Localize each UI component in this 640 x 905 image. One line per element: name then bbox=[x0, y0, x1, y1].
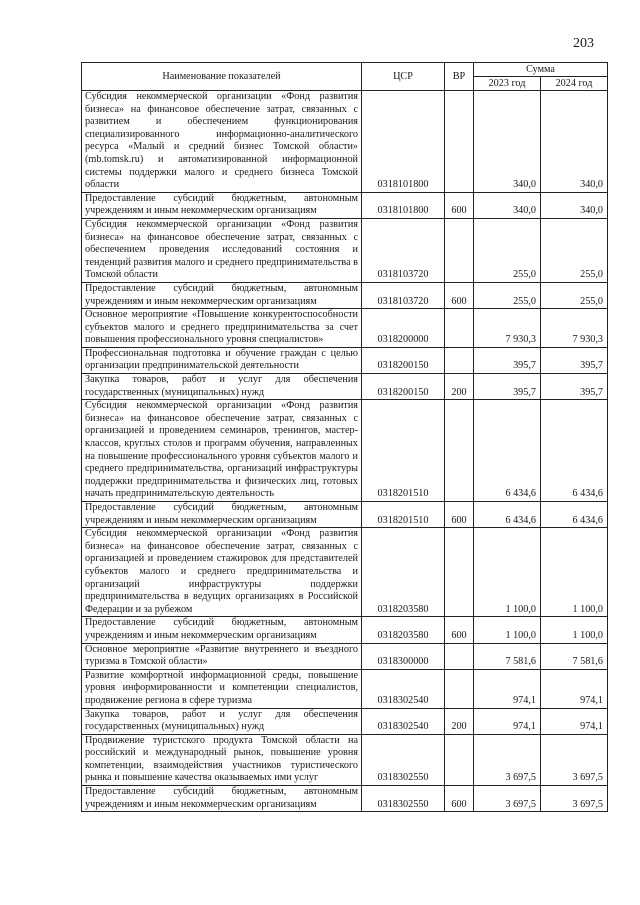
row-vr-cell: 600 bbox=[445, 282, 474, 308]
row-name-cell: Предоставление субсидий бюджетным, автономным учреждениям и иным некоммерческим организациям bbox=[82, 502, 362, 528]
row-2024-cell: 395,7 bbox=[541, 347, 608, 373]
row-csr-cell: 0318302540 bbox=[362, 708, 445, 734]
row-csr-cell: 0318101800 bbox=[362, 91, 445, 193]
row-2024-cell: 340,0 bbox=[541, 91, 608, 193]
row-name-cell: Предоставление субсидий бюджетным, автономным учреждениям и иным некоммерческим организациям bbox=[82, 786, 362, 812]
row-vr-cell bbox=[445, 734, 474, 785]
row-vr-cell bbox=[445, 669, 474, 708]
row-csr-cell: 0318302550 bbox=[362, 734, 445, 785]
row-2024-cell: 1 100,0 bbox=[541, 528, 608, 617]
row-csr-cell: 0318103720 bbox=[362, 282, 445, 308]
row-csr-cell: 0318200150 bbox=[362, 374, 445, 400]
row-vr-cell: 200 bbox=[445, 708, 474, 734]
row-vr-cell bbox=[445, 400, 474, 502]
row-name-cell: Предоставление субсидий бюджетным, автономным учреждениям и иным некоммерческим организациям bbox=[82, 617, 362, 643]
row-csr-cell: 0318302540 bbox=[362, 669, 445, 708]
row-name-cell: Закупка товаров, работ и услуг для обеспечения государственных (муниципальных) нужд bbox=[82, 708, 362, 734]
row-2024-cell: 7 930,3 bbox=[541, 309, 608, 348]
row-csr-cell: 0318302550 bbox=[362, 786, 445, 812]
row-2024-cell: 7 581,6 bbox=[541, 643, 608, 669]
table-row bbox=[82, 617, 608, 643]
table-row bbox=[82, 374, 608, 400]
table-header bbox=[82, 63, 608, 91]
row-vr-cell bbox=[445, 528, 474, 617]
row-name-cell: Профессиональная подготовка и обучение граждан с целью организации предпринимательской деятельности bbox=[82, 347, 362, 373]
row-csr-cell: 0318200000 bbox=[362, 309, 445, 348]
budget-table bbox=[81, 62, 608, 812]
table-row bbox=[82, 786, 608, 812]
row-2023-cell: 3 697,5 bbox=[474, 734, 541, 785]
row-2023-cell: 255,0 bbox=[474, 282, 541, 308]
row-vr-cell: 200 bbox=[445, 374, 474, 400]
table-row bbox=[82, 502, 608, 528]
table-row bbox=[82, 734, 608, 785]
table-row bbox=[82, 192, 608, 218]
row-name-cell: Субсидия некоммерческой организации «Фонд развития бизнеса» на финансовое обеспечение затрат, связанных с развитием и обеспечением функционирования специализированного информационно-аналитического ресурса «Малый и средний бизнес Томской области» (mb.tomsk.ru) и автоматизированной информационной системы поддержки малого и среднего бизнеса Томской области bbox=[82, 91, 362, 193]
row-name-cell: Предоставление субсидий бюджетным, автономным учреждениям и иным некоммерческим организациям bbox=[82, 282, 362, 308]
row-csr-cell: 0318101800 bbox=[362, 192, 445, 218]
table-row bbox=[82, 282, 608, 308]
row-2024-cell: 3 697,5 bbox=[541, 786, 608, 812]
row-name-cell: Субсидия некоммерческой организации «Фонд развития бизнеса» на финансовое обеспечение затрат, связанных с организацией и проведением семинаров, тренингов, мастер-классов, круглых столов и программ обучения, направленных на повышение профессионального уровня субъектов малого и среднего предпринимательства, организаций инфраструктуры поддержки предпринимательства и физических лиц, готовых начать предпринимательскую деятельность bbox=[82, 400, 362, 502]
row-vr-cell: 600 bbox=[445, 617, 474, 643]
row-csr-cell: 0318103720 bbox=[362, 218, 445, 282]
row-2024-cell: 974,1 bbox=[541, 669, 608, 708]
header-name: Наименование показателей bbox=[82, 63, 362, 91]
table-row bbox=[82, 528, 608, 617]
row-2023-cell: 395,7 bbox=[474, 374, 541, 400]
header-csr: ЦСР bbox=[362, 63, 445, 91]
table-row bbox=[82, 708, 608, 734]
row-name-cell: Закупка товаров, работ и услуг для обеспечения государственных (муниципальных) нужд bbox=[82, 374, 362, 400]
row-2024-cell: 974,1 bbox=[541, 708, 608, 734]
row-name-cell: Основное мероприятие «Повышение конкурентоспособности субъектов малого и среднего предпринимательства за счет повышения профессионального уровня специалистов» bbox=[82, 309, 362, 348]
row-2023-cell: 6 434,6 bbox=[474, 400, 541, 502]
row-2023-cell: 395,7 bbox=[474, 347, 541, 373]
row-csr-cell: 0318201510 bbox=[362, 502, 445, 528]
table-row bbox=[82, 347, 608, 373]
row-2024-cell: 340,0 bbox=[541, 192, 608, 218]
table-row bbox=[82, 643, 608, 669]
row-csr-cell: 0318300000 bbox=[362, 643, 445, 669]
row-name-cell: Развитие комфортной информационной среды, повышение уровня информированности и компетенции специалистов, продвижение региона в сфере туризма bbox=[82, 669, 362, 708]
header-vr: ВР bbox=[445, 63, 474, 91]
row-name-cell: Предоставление субсидий бюджетным, автономным учреждениям и иным некоммерческим организациям bbox=[82, 192, 362, 218]
page-number: 203 bbox=[573, 36, 594, 51]
row-vr-cell bbox=[445, 309, 474, 348]
row-2023-cell: 7 581,6 bbox=[474, 643, 541, 669]
row-vr-cell bbox=[445, 347, 474, 373]
row-2024-cell: 6 434,6 bbox=[541, 400, 608, 502]
row-2023-cell: 974,1 bbox=[474, 708, 541, 734]
table-row bbox=[82, 400, 608, 502]
row-2024-cell: 3 697,5 bbox=[541, 734, 608, 785]
table-row bbox=[82, 669, 608, 708]
row-2024-cell: 255,0 bbox=[541, 218, 608, 282]
row-2024-cell: 6 434,6 bbox=[541, 502, 608, 528]
row-2023-cell: 974,1 bbox=[474, 669, 541, 708]
row-2023-cell: 7 930,3 bbox=[474, 309, 541, 348]
row-csr-cell: 0318203580 bbox=[362, 617, 445, 643]
row-2023-cell: 1 100,0 bbox=[474, 617, 541, 643]
table-row bbox=[82, 91, 608, 193]
row-vr-cell: 600 bbox=[445, 192, 474, 218]
row-2023-cell: 255,0 bbox=[474, 218, 541, 282]
row-vr-cell bbox=[445, 218, 474, 282]
header-sum: Сумма bbox=[474, 63, 608, 77]
row-csr-cell: 0318201510 bbox=[362, 400, 445, 502]
row-vr-cell: 600 bbox=[445, 502, 474, 528]
row-csr-cell: 0318203580 bbox=[362, 528, 445, 617]
row-2023-cell: 340,0 bbox=[474, 91, 541, 193]
row-2024-cell: 395,7 bbox=[541, 374, 608, 400]
row-vr-cell bbox=[445, 91, 474, 193]
table-body bbox=[82, 91, 608, 812]
row-2023-cell: 6 434,6 bbox=[474, 502, 541, 528]
table-row bbox=[82, 309, 608, 348]
row-csr-cell: 0318200150 bbox=[362, 347, 445, 373]
row-2023-cell: 3 697,5 bbox=[474, 786, 541, 812]
row-name-cell: Субсидия некоммерческой организации «Фонд развития бизнеса» на финансовое обеспечение затрат, связанных с обеспечением проведения исследований состояния и тенденций развития малого и среднего предпринимательства в Томской области bbox=[82, 218, 362, 282]
row-name-cell: Основное мероприятие «Развитие внутреннего и въездного туризма в Томской области» bbox=[82, 643, 362, 669]
row-name-cell: Субсидия некоммерческой организации «Фонд развития бизнеса» на финансовое обеспечение затрат, связанных с организацией и проведением стажировок для представителей субъектов малого и среднего предпринимательства и организаций инфраструктуры поддержки предпринимательства в ведущих организациях в Российской Федерации и за рубежом bbox=[82, 528, 362, 617]
row-2024-cell: 255,0 bbox=[541, 282, 608, 308]
row-2023-cell: 340,0 bbox=[474, 192, 541, 218]
row-name-cell: Продвижение туристского продукта Томской области на российский и международный рынок, повышение уровня компетенции, взаимодействия участников туристического рынка и повышение качества оказываемых ими услуг bbox=[82, 734, 362, 785]
row-2023-cell: 1 100,0 bbox=[474, 528, 541, 617]
row-vr-cell bbox=[445, 643, 474, 669]
table-row bbox=[82, 218, 608, 282]
row-vr-cell: 600 bbox=[445, 786, 474, 812]
row-2024-cell: 1 100,0 bbox=[541, 617, 608, 643]
header-year-2024: 2024 год bbox=[541, 77, 608, 91]
header-year-2023: 2023 год bbox=[474, 77, 541, 91]
